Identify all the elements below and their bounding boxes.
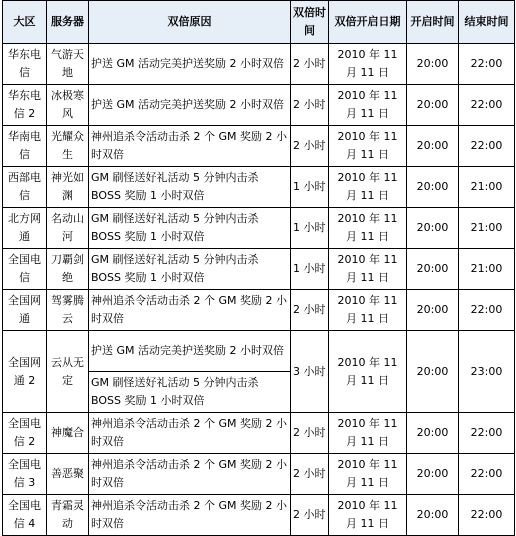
cell-start: 20:00	[407, 85, 459, 126]
header-server: 服务器	[47, 1, 89, 44]
header-end: 结束时间	[459, 1, 515, 44]
cell-area: 华东电信 2	[3, 85, 47, 126]
table-row	[3, 126, 515, 167]
cell-duration: 3 小时	[291, 331, 329, 413]
cell-server: 刀覇剑绝	[47, 249, 89, 290]
cell-date: 2010 年 11 月 11 日	[329, 44, 407, 85]
table-row	[3, 454, 515, 495]
cell-reason: 护送 GM 活动完美护送奖励 2 小时双倍	[89, 331, 291, 372]
cell-end: 22:00	[459, 126, 515, 167]
header-area: 大区	[3, 1, 47, 44]
cell-server: 气游天地	[47, 44, 89, 85]
cell-server: 驾雾腾云	[47, 290, 89, 331]
cell-duration: 2 小时	[291, 126, 329, 167]
cell-duration: 2 小时	[291, 413, 329, 454]
cell-area: 全国电信	[3, 249, 47, 290]
cell-start: 20:00	[407, 126, 459, 167]
cell-end: 22:00	[459, 495, 515, 536]
cell-date: 2010 年 11 月 11 日	[329, 85, 407, 126]
cell-end: 23:00	[459, 331, 515, 413]
cell-area: 全国电信 4	[3, 495, 47, 536]
cell-area: 全国网通	[3, 290, 47, 331]
cell-area: 全国电信 2	[3, 413, 47, 454]
cell-end: 22:00	[459, 85, 515, 126]
cell-end: 21:00	[459, 208, 515, 249]
cell-date: 2010 年 11 月 11 日	[329, 208, 407, 249]
cell-area: 西部电信	[3, 167, 47, 208]
table-row	[3, 290, 515, 331]
cell-start: 20:00	[407, 331, 459, 413]
cell-server: 冰极寒风	[47, 85, 89, 126]
cell-date: 2010 年 11 月 11 日	[329, 167, 407, 208]
header-row	[3, 1, 515, 44]
cell-server: 光耀众生	[47, 126, 89, 167]
cell-end: 22:00	[459, 290, 515, 331]
cell-start: 20:00	[407, 495, 459, 536]
table-row	[3, 413, 515, 454]
cell-area: 全国网通 2	[3, 331, 47, 413]
cell-duration: 1 小时	[291, 249, 329, 290]
cell-start: 20:00	[407, 454, 459, 495]
cell-duration: 2 小时	[291, 290, 329, 331]
cell-area: 华南电信	[3, 126, 47, 167]
cell-end: 22:00	[459, 44, 515, 85]
cell-server: 云从无定	[47, 331, 89, 413]
cell-start: 20:00	[407, 44, 459, 85]
table-row	[3, 44, 515, 85]
cell-server: 名动山河	[47, 208, 89, 249]
header-date: 双倍开启日期	[329, 1, 407, 44]
cell-reason: 神州追杀令活动击杀 2 个 GM 奖励 2 小时双倍	[89, 454, 291, 495]
cell-duration: 2 小时	[291, 85, 329, 126]
schedule-table	[2, 0, 515, 536]
cell-reason: GM 刷怪送好礼活动 5 分钟内击杀 BOSS 奖励 1 小时双倍	[89, 208, 291, 249]
cell-start: 20:00	[407, 290, 459, 331]
cell-date: 2010 年 11 月 11 日	[329, 249, 407, 290]
cell-area: 华东电信	[3, 44, 47, 85]
cell-server: 善恶聚	[47, 454, 89, 495]
cell-end: 22:00	[459, 454, 515, 495]
cell-start: 20:00	[407, 413, 459, 454]
table-row	[3, 495, 515, 536]
cell-reason: GM 刷怪送好礼活动 5 分钟内击杀 BOSS 奖励 1 小时双倍	[89, 249, 291, 290]
cell-end: 21:00	[459, 167, 515, 208]
cell-date: 2010 年 11 月 11 日	[329, 290, 407, 331]
table-row	[3, 167, 515, 208]
cell-duration: 1 小时	[291, 208, 329, 249]
cell-area: 全国电信 3	[3, 454, 47, 495]
cell-date: 2010 年 11 月 11 日	[329, 331, 407, 413]
cell-duration: 2 小时	[291, 44, 329, 85]
header-duration: 双倍时间	[291, 1, 329, 44]
cell-duration: 2 小时	[291, 454, 329, 495]
cell-start: 20:00	[407, 167, 459, 208]
cell-end: 21:00	[459, 249, 515, 290]
cell-reason-secondary: GM 刷怪送好礼活动 5 分钟内击杀 BOSS 奖励 1 小时双倍	[89, 372, 291, 413]
table-row	[3, 249, 515, 290]
cell-server: 神光如渊	[47, 167, 89, 208]
cell-area: 北方网通	[3, 208, 47, 249]
cell-reason: 神州追杀令活动击杀 2 个 GM 奖励 2 小时双倍	[89, 495, 291, 536]
header-reason: 双倍原因	[89, 1, 291, 44]
cell-date: 2010 年 11 月 11 日	[329, 454, 407, 495]
cell-start: 20:00	[407, 208, 459, 249]
cell-duration: 1 小时	[291, 167, 329, 208]
cell-start: 20:00	[407, 249, 459, 290]
table-row	[3, 331, 515, 372]
cell-server: 青霜灵动	[47, 495, 89, 536]
cell-reason: 神州追杀令活动击杀 2 个 GM 奖励 2 小时双倍	[89, 413, 291, 454]
cell-reason: 护送 GM 活动完美护送奖励 2 小时双倍	[89, 85, 291, 126]
cell-reason: 神州追杀令活动击杀 2 个 GM 奖励 2 小时双倍	[89, 126, 291, 167]
header-start: 开启时间	[407, 1, 459, 44]
table-row	[3, 85, 515, 126]
cell-date: 2010 年 11 月 11 日	[329, 413, 407, 454]
cell-date: 2010 年 11 月 11 日	[329, 495, 407, 536]
cell-reason: GM 刷怪送好礼活动 5 分钟内击杀 BOSS 奖励 1 小时双倍	[89, 167, 291, 208]
cell-server: 神魔合	[47, 413, 89, 454]
cell-reason: 护送 GM 活动完美护送奖励 2 小时双倍	[89, 44, 291, 85]
cell-duration: 2 小时	[291, 495, 329, 536]
cell-date: 2010 年 11 月 11 日	[329, 126, 407, 167]
cell-end: 22:00	[459, 413, 515, 454]
cell-reason: 神州追杀令活动击杀 2 个 GM 奖励 2 小时双倍	[89, 290, 291, 331]
table-row	[3, 208, 515, 249]
